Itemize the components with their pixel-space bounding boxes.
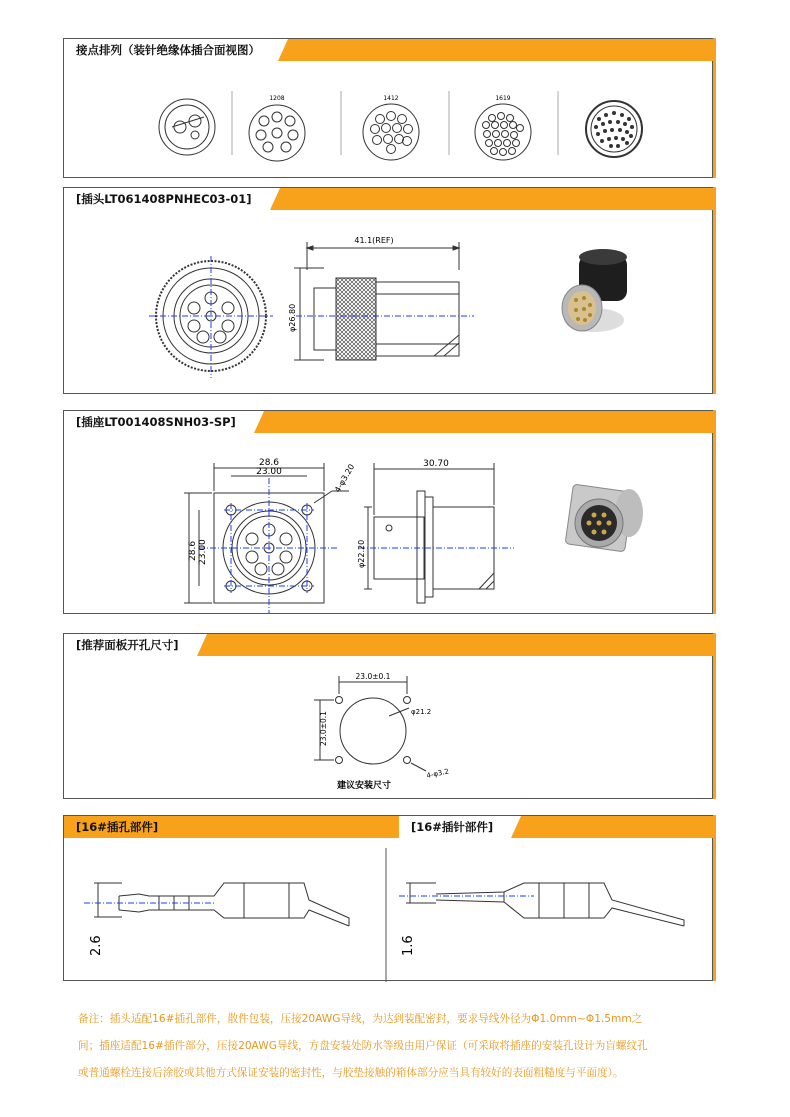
hole-dimension: φ21.2 <box>411 708 432 716</box>
section-title: 接点排列（装针绝缘体插合面视图） <box>64 39 278 61</box>
side-inner-dimension: 23.00 <box>198 539 208 565</box>
footnote <box>78 1006 718 1087</box>
note-line: 备注：插头适配16#插孔部件，散件包装，压接20AWG导线，为达到装配密封，要求导线外径为Φ1.0mm~Φ1.5mm之 <box>78 1013 643 1025</box>
contacts-drawing <box>64 838 714 982</box>
inner-width-dimension: 23.00 <box>256 467 282 477</box>
screw-dimension: 4-φ3.2 <box>425 767 450 780</box>
spacing-dimension: 23.0±0.1 <box>355 672 391 681</box>
pin-contact-title: [16#插针部件] <box>399 816 511 838</box>
panel-cutout-section <box>63 633 713 799</box>
receptacle-section <box>63 410 713 614</box>
layout-label: 1619 <box>495 95 511 102</box>
plug-section <box>63 187 713 394</box>
note-line: 间；插座适配16#插件部分，压接20AWG导线，方盘安装处防水等级由用户保证（可采取将插座的安装孔设计为盲螺纹孔 <box>78 1040 648 1052</box>
cutout-caption: 建议安装尺寸 <box>336 781 392 791</box>
socket-dimension: 2.6 <box>89 935 104 956</box>
receptacle-product-photo <box>565 484 643 552</box>
side-outer-dimension: 28.6 <box>188 540 198 561</box>
section-title: [插座LT001408SNH03-SP] <box>64 411 254 433</box>
length-dimension: 41.1(REF) <box>354 236 394 245</box>
panel-cutout-drawing <box>64 656 714 800</box>
layout-label: 1412 <box>383 95 399 102</box>
section-title: [插头LT061408PNHEC03-01] <box>64 188 270 210</box>
section-title: [推荐面板开孔尺寸] <box>64 634 197 656</box>
outer-width-dimension: 28.6 <box>258 458 280 468</box>
length-dimension: 30.70 <box>423 459 449 469</box>
side-dimension: 23.0±0.1 <box>319 711 328 746</box>
pin-dimension: 1.6 <box>401 935 416 956</box>
diameter-dimension: φ22.20 <box>357 539 366 568</box>
note-line: 或普通螺栓连接后涂胶或其他方式保证安装的密封性，与胶垫接触的箱体部分应当具有较好的表面粗糙度与平面度）。 <box>78 1067 624 1079</box>
contacts-section <box>63 815 713 981</box>
layout-label: 1208 <box>269 95 285 102</box>
plug-product-photo <box>562 249 627 332</box>
receptacle-drawing <box>64 433 714 615</box>
diameter-dimension: φ26.80 <box>288 303 297 332</box>
hole-dimension: 4-φ3.20 <box>332 462 357 494</box>
socket-contact-title: [16#插孔部件] <box>64 816 386 838</box>
pin-layout-section <box>63 38 713 178</box>
plug-drawing <box>64 210 714 395</box>
pin-layout-drawings <box>64 61 714 179</box>
